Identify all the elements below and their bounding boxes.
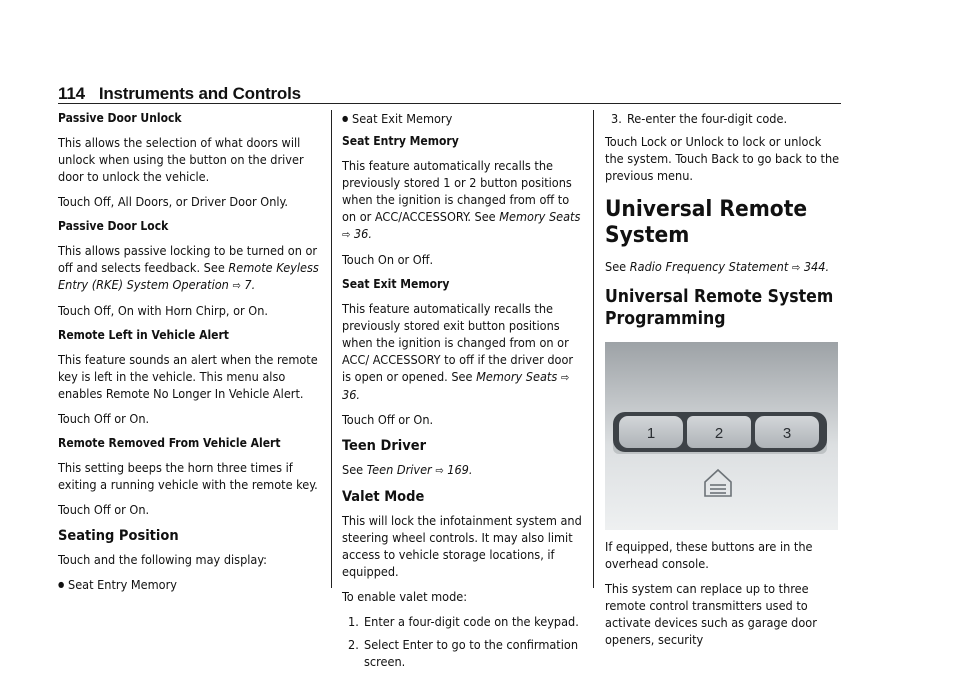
memory-seats-page-ref[interactable]: 36	[342, 387, 357, 402]
teen-driver-page-ref[interactable]: 169	[447, 462, 469, 477]
teen-driver-heading: Teen Driver	[342, 438, 427, 454]
remote-left-options: Touch Off or On.	[58, 411, 150, 426]
page-ref-arrow-icon: ⇨	[342, 228, 351, 241]
passive-lock-heading: Passive Door Lock	[58, 219, 169, 233]
remote-left-desc: This feature sounds an alert when the remote key is left in the vehicle. This menu also enables Remote No Longer In Vehicle Alert.	[58, 352, 318, 401]
remote-removed-heading: Remote Removed From Vehicle Alert	[58, 436, 281, 450]
seat-entry-heading: Seat Entry Memory	[342, 134, 459, 148]
programming-heading: Universal Remote System Programming	[605, 287, 834, 329]
seating-intro: Touch and the following may display:	[58, 552, 267, 567]
passive-lock-options: Touch Off, On with Horn Chirp, or On.	[58, 303, 268, 318]
valet-mode-intro: To enable valet mode:	[342, 589, 468, 604]
column-2	[342, 110, 582, 676]
radio-frequency-ref: See Radio Frequency Statement ⇨ 344.	[605, 259, 830, 274]
radio-frequency-page-ref[interactable]: 344	[803, 259, 826, 274]
list-item: 3. Re-enter the four-digit code.	[611, 111, 788, 126]
button-label: 2	[714, 425, 724, 442]
button-label: 3	[782, 425, 792, 442]
column-1	[58, 110, 320, 599]
section-title: Instruments and Controls	[98, 84, 301, 103]
page-ref-arrow-icon: ⇨	[560, 371, 570, 384]
remote-left-heading: Remote Left in Vehicle Alert	[58, 328, 229, 342]
rke-page-ref[interactable]: 7	[244, 277, 252, 292]
page-number: 114	[58, 84, 85, 103]
passive-lock-desc: This allows passive locking to be turned on or off and selects feedback. See Remote Keyless Entry (RKE) System Operation ⇨ 7.	[58, 243, 319, 292]
list-item: ● Seat Exit Memory	[342, 110, 582, 127]
valet-mode-heading: Valet Mode	[342, 489, 425, 505]
page-ref-arrow-icon: ⇨	[232, 279, 241, 292]
memory-seats-page-ref[interactable]: 36	[353, 226, 369, 241]
teen-driver-link[interactable]: Teen Driver	[366, 462, 432, 477]
page-ref-arrow-icon: ⇨	[435, 464, 444, 477]
memory-seats-link[interactable]: Memory Seats	[499, 209, 581, 224]
remote-removed-options: Touch Off or On.	[58, 502, 150, 517]
page-header	[58, 84, 301, 104]
column-divider	[593, 110, 594, 588]
seat-exit-options: Touch Off or On.	[342, 412, 434, 427]
list-item: 1. Enter a four-digit code on the keypad.	[348, 614, 579, 629]
passive-unlock-options: Touch Off, All Doors, or Driver Door Only.	[58, 194, 289, 209]
list-item: ● Seat Entry Memory	[58, 576, 320, 593]
seating-position-heading: Seating Position	[58, 528, 179, 544]
overhead-console-photo	[605, 342, 838, 530]
radio-frequency-link[interactable]: Radio Frequency Statement	[629, 259, 789, 274]
column-3	[605, 110, 841, 656]
seat-exit-desc: This feature automatically recalls the previously stored exit button positions when the ignition is changed from on or ACC/ ACCESSORY to off if the driver door is open or opened. See Memory Seats ⇨ 36.	[342, 301, 574, 402]
passive-unlock-heading: Passive Door Unlock	[58, 111, 182, 125]
buttons-caption: If equipped, these buttons are in the overhead console.	[605, 539, 813, 571]
remote-removed-desc: This setting beeps the horn three times if exiting a running vehicle with the remote key.	[58, 460, 318, 492]
programming-desc: This system can replace up to three remote control transmitters used to activate devices such as garage door openers, security	[605, 581, 817, 647]
seat-entry-options: Touch On or Off.	[342, 252, 434, 267]
valet-mode-desc: This will lock the infotainment system and steering wheel controls. It may also limit access to vehicle storage locations, if equipped.	[342, 513, 582, 579]
column-divider	[331, 110, 332, 588]
memory-seats-link[interactable]: Memory Seats	[476, 369, 558, 384]
list-item: 2. Select Enter to go to the confirmation screen.	[348, 637, 579, 669]
header-rule	[58, 103, 841, 104]
rke-link[interactable]: Remote Keyless Entry (RKE) System Operation	[58, 260, 319, 292]
lock-unlock-text: Touch Lock or Unlock to lock or unlock the system. Touch Back to go back to the previous menu.	[605, 134, 840, 183]
passive-unlock-desc: This allows the selection of what doors will unlock when using the button on the driver door to unlock the vehicle.	[58, 135, 304, 184]
button-label: 1	[646, 425, 656, 442]
page-ref-arrow-icon: ⇨	[791, 261, 801, 274]
universal-remote-heading: Universal Remote System	[605, 196, 808, 248]
seat-exit-heading: Seat Exit Memory	[342, 277, 450, 291]
seat-entry-desc: This feature automatically recalls the previously stored 1 or 2 button positions when the ignition is changed from off to on or ACC/ACCESSORY. See Memory Seats ⇨ 36.	[342, 158, 581, 241]
teen-driver-ref: See Teen Driver ⇨ 169.	[342, 462, 473, 477]
